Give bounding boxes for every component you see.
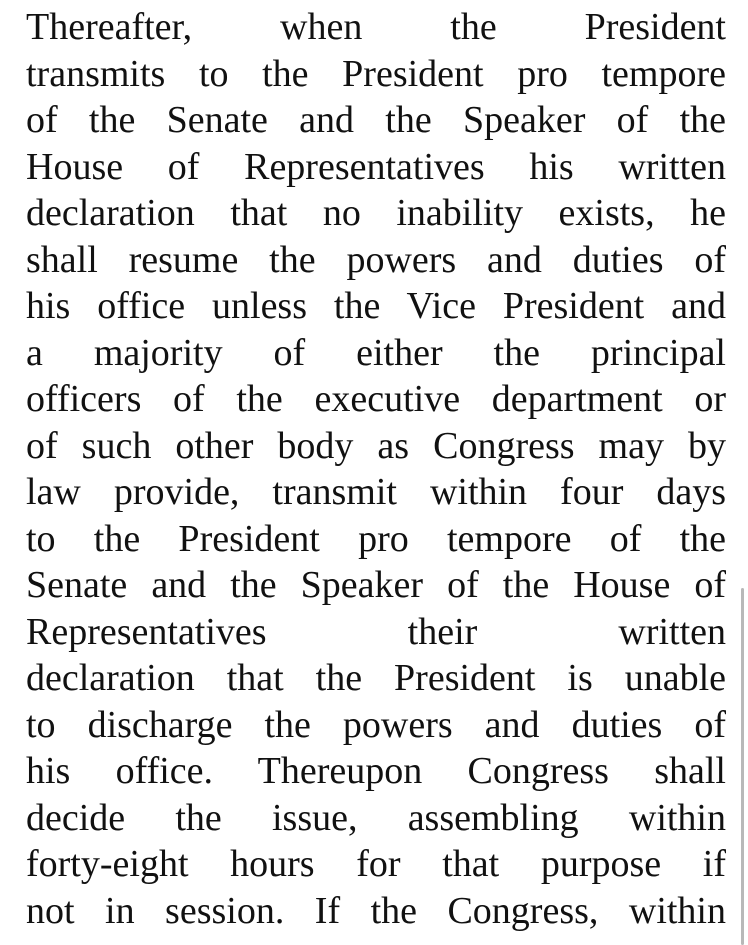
text-line: decide the issue, assembling within	[26, 796, 726, 839]
text-line: law provide, transmit within four days	[26, 471, 726, 513]
text-line: not in session. If the Congress, within	[26, 889, 726, 932]
text-line: his office. Thereupon Congress shall	[26, 750, 726, 792]
text-line: a majority of either the principal	[26, 331, 726, 374]
text-line: House of Representatives his written	[26, 145, 726, 188]
text-line: officers of the executive department or	[26, 378, 726, 420]
vertical-scrollbar[interactable]	[741, 588, 744, 945]
text-line: declaration that no inability exists, he	[26, 192, 726, 234]
text-line: to discharge the powers and duties of	[26, 703, 726, 746]
document-text	[26, 0, 726, 934]
text-line: shall resume the powers and duties of	[26, 238, 726, 281]
text-line: Representatives their written	[26, 610, 726, 653]
text-line: Senate and the Speaker of the House of	[26, 564, 726, 606]
text-line: Thereafter, when the President	[26, 6, 726, 48]
text-line: of the Senate and the Speaker of the	[26, 99, 726, 141]
text-line: of such other body as Congress may by	[26, 424, 726, 467]
text-line: to the President pro tempore of the	[26, 517, 726, 560]
text-line: his office unless the Vice President and	[26, 285, 726, 327]
text-line: forty-eight hours for that purpose if	[26, 843, 726, 885]
text-line: transmits to the President pro tempore	[26, 52, 726, 95]
text-line: declaration that the President is unable	[26, 657, 726, 699]
